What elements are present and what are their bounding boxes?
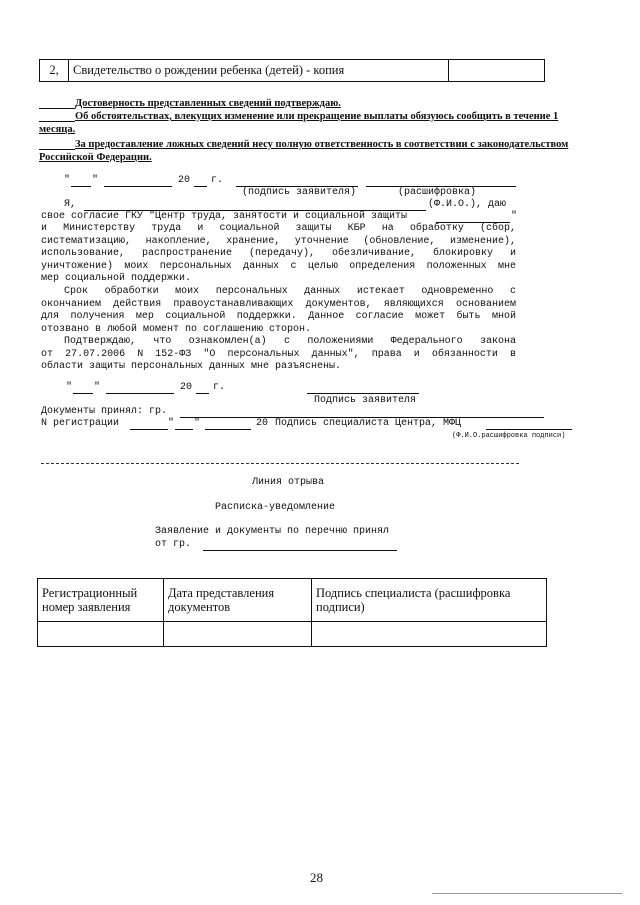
consent-line-4: использование, распространение (передачу), обезличивание, блокировку и xyxy=(41,248,516,259)
cell-registration-number[interactable] xyxy=(38,622,163,647)
indent-line xyxy=(39,149,75,150)
header-specialist-signature: Подпись специалиста (расшифровка подписи) xyxy=(316,586,511,614)
reg-day-field[interactable] xyxy=(175,429,193,430)
day-field[interactable] xyxy=(71,186,91,187)
specialist-signature-label: Подпись специалиста Центра, МФЦ xyxy=(275,418,462,429)
date-quote-open: " xyxy=(64,175,71,186)
indent-line xyxy=(39,121,75,122)
consent-line-6: мер социальной поддержки. xyxy=(41,273,192,284)
specialist-signature-field[interactable] xyxy=(486,429,572,430)
date2-quote-open: " xyxy=(66,382,73,393)
consent-fio: (Ф.И.О.), даю xyxy=(428,199,507,210)
page-number: 28 xyxy=(310,870,323,885)
term-line-2: окончанием действия правоустанавливающих документов, являющихся основанием xyxy=(41,298,516,310)
term-line-3: для получения мер социальной поддержки. Данное согласие может быть мной xyxy=(41,311,516,322)
confirm-statement-2-cont: месяца. xyxy=(39,124,76,135)
consent-line-1: свое согласие ГКУ "Центр труда, занятости и социальной защиты xyxy=(41,211,408,222)
day2-field[interactable] xyxy=(73,393,93,394)
confirm-law-line-1: Подтверждаю, что ознакомлен(а) с положениями Федерального закона xyxy=(64,336,516,347)
specialist-caption: (Ф.И.О.расшифровка подписи) xyxy=(452,432,566,440)
reg-number-label: N регистрации xyxy=(41,418,120,429)
reg-quote-close: " xyxy=(194,418,201,429)
row-number: 2, xyxy=(49,63,59,77)
month2-field[interactable] xyxy=(106,393,174,394)
confirm-statement-3-cont: Российской Федерации. xyxy=(39,152,152,163)
consent-ya: Я, xyxy=(64,199,77,210)
signature-caption: (подпись заявителя) xyxy=(242,187,357,198)
tear-line xyxy=(41,463,519,464)
cell-specialist-signature[interactable] xyxy=(312,622,546,647)
consent-line-3: систематизацию, накопление, хранение, уточнение (обновление, изменение), xyxy=(41,235,516,247)
cell-submission-date[interactable] xyxy=(164,622,311,647)
year2-suffix: г. xyxy=(213,382,226,393)
reg-year-prefix: 20 xyxy=(256,418,269,429)
applicant-signature-field[interactable] xyxy=(307,393,419,394)
header-submission-date: Дата представления документов xyxy=(168,586,275,614)
year-suffix: г. xyxy=(211,175,224,186)
receipt-line-2: от гр. xyxy=(155,539,192,550)
receipt-line-1: Заявление и документы по перечню принял xyxy=(155,526,390,537)
consent-quote-end: " xyxy=(511,211,518,222)
table-cell-document xyxy=(69,60,449,81)
receipt-person-field[interactable] xyxy=(203,550,397,551)
table-cell-number xyxy=(40,60,69,81)
docs-accepted-label: Документы принял: гр. xyxy=(41,406,168,417)
documents-table xyxy=(39,59,545,82)
header-registration-number: Регистрационный номер заявления xyxy=(42,586,138,614)
confirm-statement-1: Достоверность представленных сведений подтверждаю. xyxy=(75,98,341,109)
confirm-statement-3: За предоставление ложных сведений несу полную ответственность в соответствии с законодательством xyxy=(75,139,569,150)
applicant-signature-caption: Подпись заявителя xyxy=(314,395,417,406)
decode-caption: (расшифровка) xyxy=(398,187,477,198)
year2-field[interactable] xyxy=(196,393,209,394)
footer-rule xyxy=(432,893,622,894)
date2-quote-close: " xyxy=(94,382,101,393)
tear-line-label: Линия отрыва xyxy=(252,477,325,488)
term-line-1: Срок обработки моих персональных данных истекает одновременно с xyxy=(64,286,516,297)
month-field[interactable] xyxy=(104,186,172,187)
reg-quote-open: " xyxy=(168,418,175,429)
term-line-4: отозвано в любой момент по соглашению сторон. xyxy=(41,323,312,335)
confirm-statement-2: Об обстоятельствах, влекущих изменение или прекращение выплаты обязуюсь сообщить в течение 1 xyxy=(75,111,559,122)
document-name: Свидетельство о рождении ребенка (детей) - копия xyxy=(73,63,345,77)
date-quote-close: " xyxy=(92,175,99,186)
reg-number-field[interactable] xyxy=(130,429,168,430)
receipt-title: Расписка-уведомление xyxy=(215,502,336,513)
year-prefix: 20 xyxy=(178,175,191,186)
confirm-law-line-2: от 27.07.2006 N 152-ФЗ "О персональных данных", права и обязанности в xyxy=(41,348,516,360)
registration-table xyxy=(37,578,547,647)
table-cell-empty xyxy=(449,60,546,81)
indent-line xyxy=(39,108,75,109)
confirm-law-line-3: области защиты персональных данных мне разъяснены. xyxy=(41,361,342,372)
year-field[interactable] xyxy=(194,186,207,187)
consent-line-5: уничтожение) моих персональных данных с целью определения положенных мне xyxy=(41,260,516,272)
year2-prefix: 20 xyxy=(180,382,193,393)
consent-line-2: и Министерству труда и социальной защиты КБР на обработку (сбор, xyxy=(41,223,516,234)
reg-month-field[interactable] xyxy=(205,429,251,430)
